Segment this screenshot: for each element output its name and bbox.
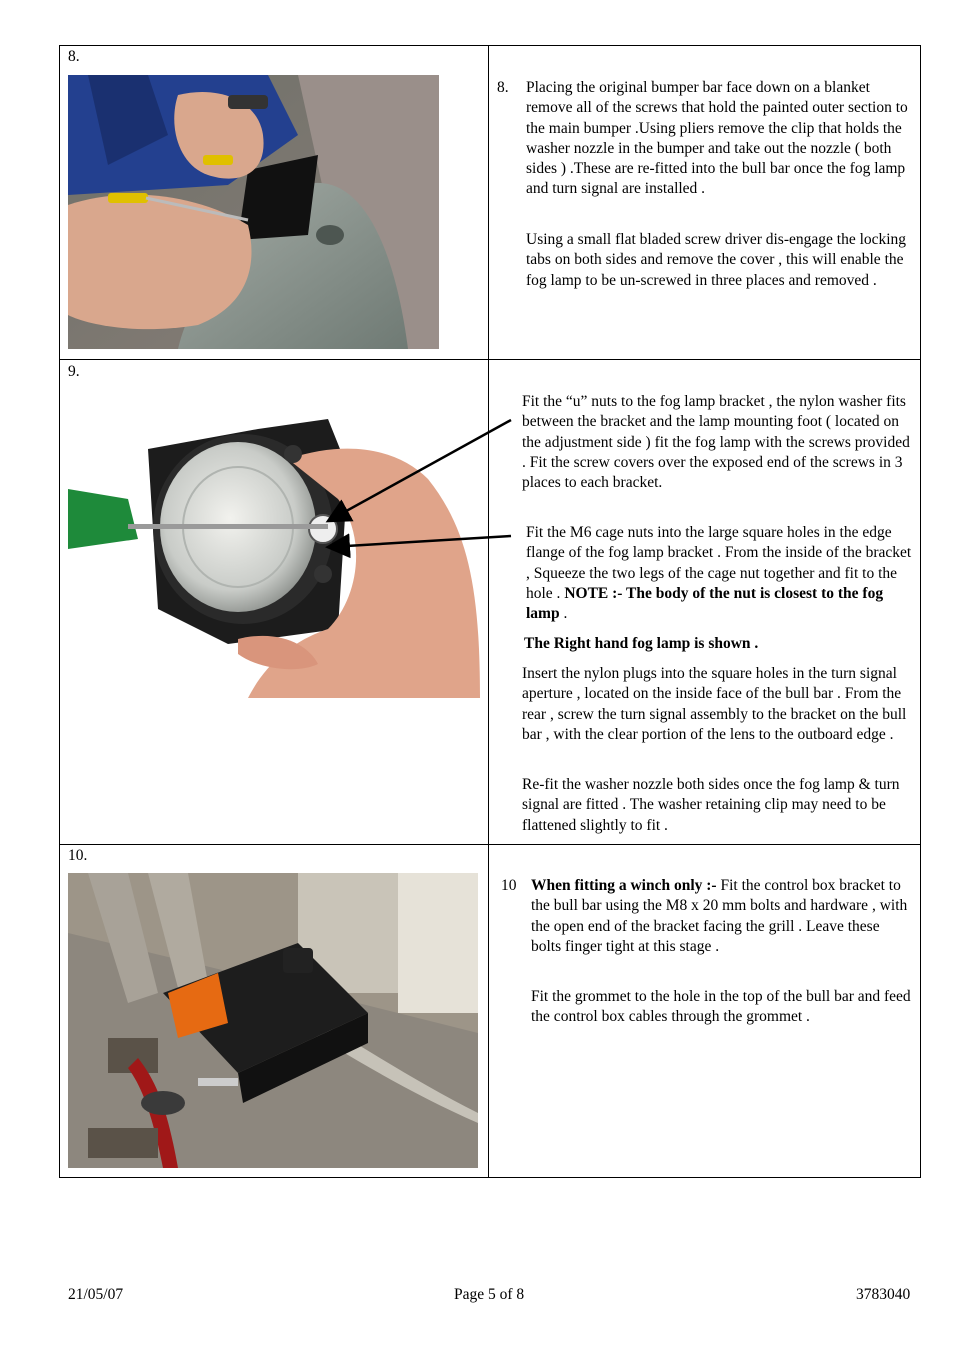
step-10-paragraph-1	[531, 876, 911, 957]
step-9-paragraph-5: Re-fit the washer nozzle both sides once the fog lamp & turn signal are fitted . The washer retaining clip may need to be flattened slightly to fit .	[522, 776, 900, 834]
step-8-photo	[68, 75, 439, 349]
step-10-paragraph-1-text: Fit the control box bracket to the bull bar using the M8 x 20 mm bolts and hardware , with the open end of the bracket facing the grill . Leave these bolts finger tight at this stage .	[531, 877, 908, 955]
step-8-text-number: 8.	[497, 79, 509, 96]
step-8-label: 8.	[68, 48, 80, 65]
step-9-right-hand-note: The Right hand fog lamp is shown .	[524, 635, 759, 652]
step-9-paragraph-1: Fit the “u” nuts to the fog lamp bracket , the nylon washer fits between the bracket and the lamp mounting foot ( located on the adjustment side ) fit the fog lamp with the screws provided . Fit the screw covers over the exposed end of the screws in 3 places to each bracket.	[522, 393, 910, 492]
step-10-text-number: 10	[501, 877, 517, 894]
step-9-paragraph-2-end: .	[559, 605, 568, 623]
step-10-label: 10.	[68, 847, 88, 864]
row-divider	[59, 844, 921, 845]
step-10-paragraph-2: Fit the grommet to the hole in the top of the bull bar and feed the control box cables through the grommet .	[531, 988, 911, 1026]
step-9-photo	[68, 389, 480, 698]
step-9-label: 9.	[68, 363, 80, 380]
footer-document-number: 3783040	[856, 1286, 911, 1303]
step-9-paragraph-4: Insert the nylon plugs into the square holes in the turn signal aperture , located on the inside face of the bull bar . From the rear , screw the turn signal assembly to the bracket on the bull bar , with the clear portion of the lens to the outboard edge .	[522, 665, 907, 743]
footer-page-number: Page 5 of 8	[454, 1286, 525, 1303]
step-9-paragraph-3	[524, 634, 914, 654]
step-9-paragraph-2-text: Fit the M6 cage nuts into the large square holes in the edge flange of the fog lamp bracket . From the inside of the bracket , Squeeze the two legs of the cage nut together and fit to the hole .	[526, 524, 912, 602]
step-8-paragraph-2: Using a small flat bladed screw driver dis-engage the locking tabs on both sides and remove the cover , this will enable the fog lamp to be un-screwed in three places and removed .	[526, 231, 907, 289]
row-divider	[59, 359, 921, 360]
step-8-paragraph-1: Placing the original bumper bar face down on a blanket remove all of the screws that hold the painted outer section to the main bumper .Using pliers remove the clip that holds the washer nozzle in the bumper and take out the nozzle ( both sides ) .These are re-fitted into the bull bar once the fog lamp and turn signal are installed .	[526, 79, 908, 198]
step-10-photo	[68, 873, 478, 1168]
column-divider	[488, 45, 489, 1178]
footer-date: 21/05/07	[68, 1286, 124, 1303]
step-10-winch-heading: When fitting a winch only :-	[531, 877, 717, 894]
step-9-note: NOTE :- The body of the nut is closest to the fog lamp	[526, 584, 884, 623]
step-9-paragraph-2	[526, 523, 914, 624]
